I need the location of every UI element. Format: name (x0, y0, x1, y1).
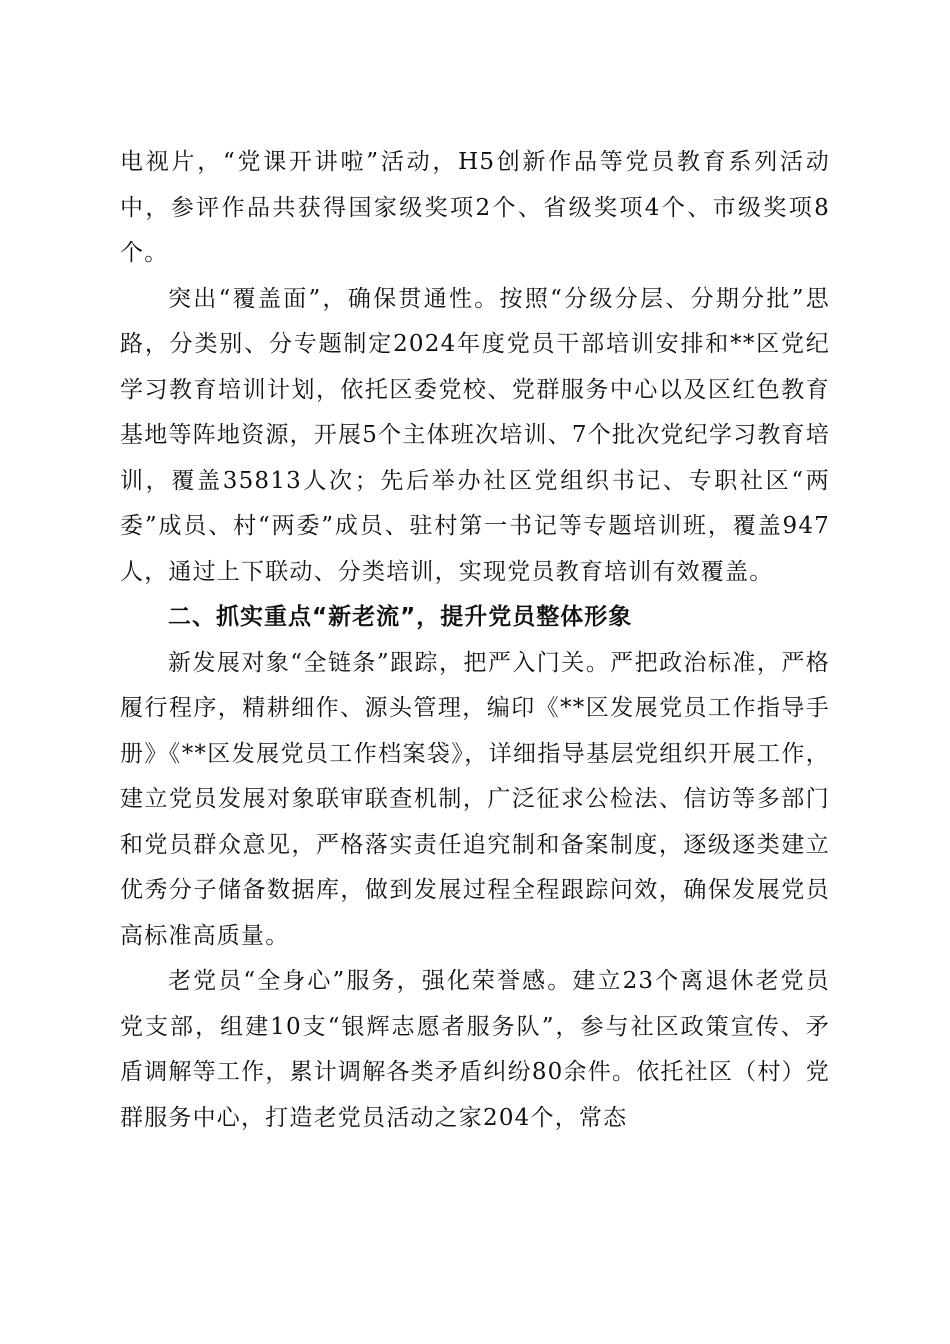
paragraph-coverage: 突出“覆盖面”，确保贯通性。按照“分级分层、分期分批”思路，分类别、分专题制定2024年度党员干部培训安排和**区党纪学习教育培训计划，依托区委党校、党群服务中心以及区红色教育基地等阵地资源，开展5个主体班次培训、7个批次党纪学习教育培训，覆盖35813人次；先后举办社区党组织书记、专职社区“两委”成员、村“两委”成员、驻村第一书记等专题培训班，覆盖947人，通过上下联动、分类培训，实现党员教育培训有效覆盖。 (120, 285, 830, 585)
paragraph-old-members: 老党员“全身心”服务，强化荣誉感。建立23个离退休老党员党支部，组建10支“银辉志愿者服务队”，参与社区政策宣传、矛盾调解等工作，累计调解各类矛盾纠纷80余件。依托社区（村）党群服务中心，打造老党员活动之家204个，常态 (120, 968, 830, 1131)
paragraph-continuation: 电视片，“党课开讲啦”活动，H5创新作品等党员教育系列活动中，参评作品共获得国家级奖项2个、省级奖项4个、市级奖项8个。 (120, 149, 830, 266)
section-heading: 二、抓实重点“新老流”，提升党员整体形象 (168, 604, 633, 630)
document-body (120, 140, 830, 1141)
paragraph-new-members: 新发展对象“全链条”跟踪，把严入门关。严把政治标准，严格履行程序，精耕细作、源头管理，编印《**区发展党员工作指导手册》《**区发展党员工作档案袋》，详细指导基层党组织开展工作，建立党员发展对象联审联查机制，广泛征求公检法、信访等多部门和党员群众意见，严格落实责任追究制和备案制度，逐级逐类建立优秀分子储备数据库，做到发展过程全程跟踪问效，确保发展党员高标准高质量。 (120, 649, 830, 949)
